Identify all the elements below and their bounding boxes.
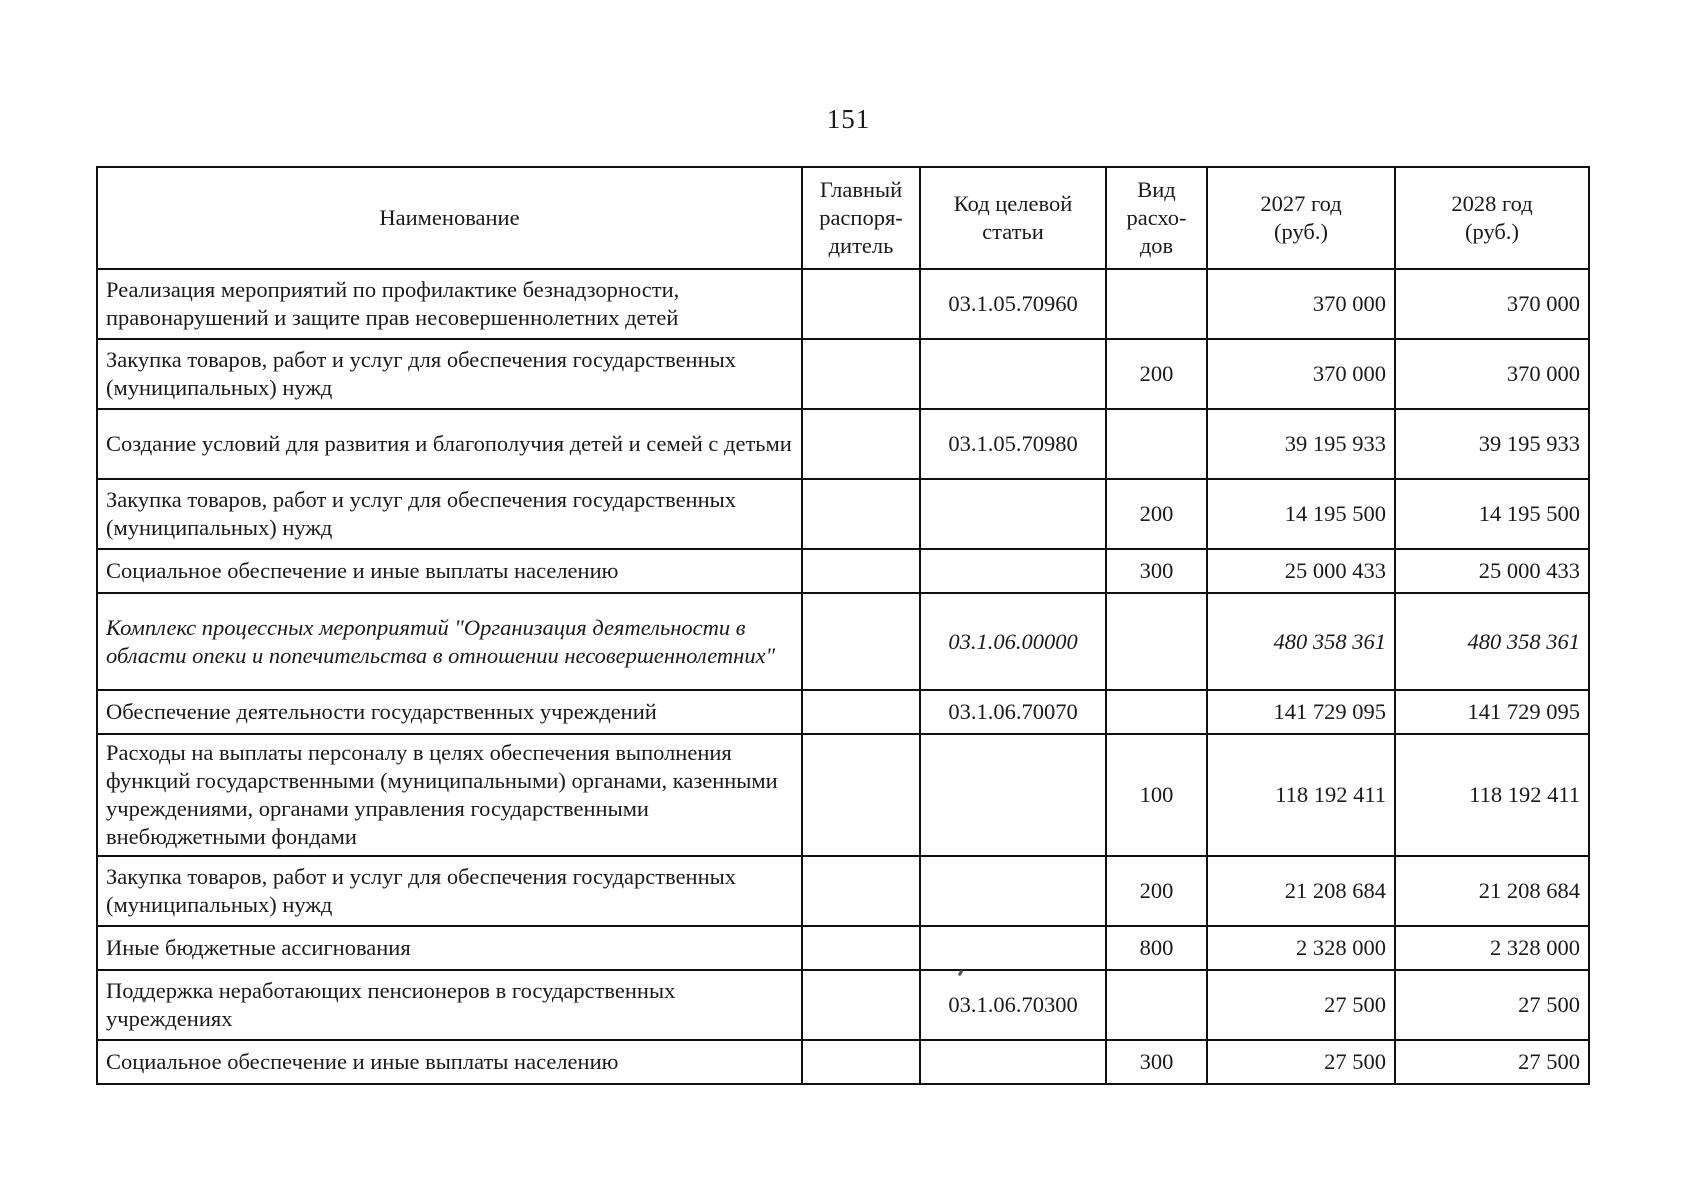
row-target-code-cell: 03.1.06.00000 — [920, 593, 1106, 690]
row-2027-amount-cell: 14 195 500 — [1207, 479, 1395, 549]
table-body — [97, 269, 1589, 1084]
row-2027-amount-cell: 370 000 — [1207, 269, 1395, 339]
table-row — [97, 1040, 1589, 1084]
row-2027-amount-cell: 141 729 095 — [1207, 690, 1395, 734]
row-2028-amount-cell: 370 000 — [1395, 269, 1589, 339]
row-name-cell: Закупка товаров, работ и услуг для обеспечения государственных (муниципальных) нужд — [97, 339, 802, 409]
row-target-code-cell — [920, 339, 1106, 409]
row-expense-type-cell: 200 — [1106, 339, 1207, 409]
row-expense-type-cell — [1106, 593, 1207, 690]
row-2027-amount-cell: 480 358 361 — [1207, 593, 1395, 690]
row-2028-amount-cell: 39 195 933 — [1395, 409, 1589, 479]
row-administrator-cell — [802, 593, 920, 690]
row-expense-type-cell — [1106, 690, 1207, 734]
row-2027-amount-cell: 21 208 684 — [1207, 856, 1395, 926]
row-2027-amount-cell: 25 000 433 — [1207, 549, 1395, 593]
table-row — [97, 479, 1589, 549]
header-year-2028-line-2: (руб.) — [1465, 219, 1519, 244]
row-target-code-cell — [920, 734, 1106, 856]
header-expense-type — [1106, 167, 1207, 269]
row-2028-amount-cell: 27 500 — [1395, 1040, 1589, 1084]
header-target-code-line-1: Код целевой — [953, 191, 1073, 216]
header-year-2028-line-1: 2028 год — [1451, 191, 1533, 216]
row-expense-type-cell — [1106, 970, 1207, 1040]
row-2027-amount-cell: 370 000 — [1207, 339, 1395, 409]
table-row — [97, 409, 1589, 479]
header-administrator-line-3: дитель — [828, 233, 894, 258]
header-expense-type-line-1: Вид — [1137, 177, 1176, 202]
table-row — [97, 339, 1589, 409]
row-name-cell: Реализация мероприятий по профилактике безнадзорности, правонарушений и защите прав несовершеннолетних детей — [97, 269, 802, 339]
row-expense-type-cell: 300 — [1106, 1040, 1207, 1084]
header-name — [97, 167, 802, 269]
row-administrator-cell — [802, 409, 920, 479]
row-2028-amount-cell: 2 328 000 — [1395, 926, 1589, 970]
row-expense-type-cell: 200 — [1106, 856, 1207, 926]
row-administrator-cell — [802, 549, 920, 593]
row-administrator-cell — [802, 269, 920, 339]
row-target-code-cell: 03.1.06.70300 — [920, 970, 1106, 1040]
row-administrator-cell — [802, 690, 920, 734]
header-year-2027-line-2: (руб.) — [1274, 219, 1328, 244]
header-expense-type-line-3: дов — [1139, 233, 1174, 258]
row-expense-type-cell: 100 — [1106, 734, 1207, 856]
row-target-code-cell — [920, 926, 1106, 970]
header-administrator-line-1: Главный — [819, 177, 903, 202]
row-2027-amount-cell: 39 195 933 — [1207, 409, 1395, 479]
header-year-2027 — [1207, 167, 1395, 269]
row-target-code-cell: 03.1.06.70070 — [920, 690, 1106, 734]
header-name-text: Наименование — [379, 205, 520, 230]
row-name-cell: Поддержка неработающих пенсионеров в государственных учреждениях — [97, 970, 802, 1040]
row-name-cell: Социальное обеспечение и иные выплаты населению — [97, 1040, 802, 1084]
row-target-code-cell: 03.1.05.70960 — [920, 269, 1106, 339]
table-header-row — [97, 167, 1589, 269]
table-row — [97, 856, 1589, 926]
row-name-cell: Иные бюджетные ассигнования — [97, 926, 802, 970]
row-2028-amount-cell: 25 000 433 — [1395, 549, 1589, 593]
row-name-cell: Расходы на выплаты персоналу в целях обеспечения выполнения функций государственными (муниципальными) органами, казенными учреждениями, органами управления государственными внебюджетными фондами — [97, 734, 802, 856]
row-expense-type-cell: 200 — [1106, 479, 1207, 549]
header-target-code — [920, 167, 1106, 269]
table-row — [97, 549, 1589, 593]
row-name-cell: Закупка товаров, работ и услуг для обеспечения государственных (муниципальных) нужд — [97, 856, 802, 926]
header-administrator-line-2: распоря- — [819, 205, 903, 230]
row-target-code-cell: 03.1.05.70980 — [920, 409, 1106, 479]
row-2027-amount-cell: 27 500 — [1207, 970, 1395, 1040]
row-2028-amount-cell: 27 500 — [1395, 970, 1589, 1040]
row-administrator-cell — [802, 734, 920, 856]
row-2028-amount-cell: 14 195 500 — [1395, 479, 1589, 549]
table-row — [97, 926, 1589, 970]
header-year-2028 — [1395, 167, 1589, 269]
table-row — [97, 970, 1589, 1040]
row-2028-amount-cell: 118 192 411 — [1395, 734, 1589, 856]
row-2028-amount-cell: 21 208 684 — [1395, 856, 1589, 926]
row-expense-type-cell: 300 — [1106, 549, 1207, 593]
header-expense-type-line-2: расхо- — [1126, 205, 1187, 230]
row-administrator-cell — [802, 856, 920, 926]
row-name-cell: Комплекс процессных мероприятий "Организация деятельности в области опеки и попечительства в отношении несовершеннолетних" — [97, 593, 802, 690]
header-administrator — [802, 167, 920, 269]
row-expense-type-cell — [1106, 269, 1207, 339]
row-name-cell: Обеспечение деятельности государственных учреждений — [97, 690, 802, 734]
row-administrator-cell — [802, 926, 920, 970]
row-2027-amount-cell: 118 192 411 — [1207, 734, 1395, 856]
row-name-cell: Создание условий для развития и благополучия детей и семей с детьми — [97, 409, 802, 479]
budget-table — [96, 166, 1590, 1085]
row-2027-amount-cell: 2 328 000 — [1207, 926, 1395, 970]
table-row — [97, 269, 1589, 339]
row-2028-amount-cell: 370 000 — [1395, 339, 1589, 409]
table-row — [97, 734, 1589, 856]
row-expense-type-cell — [1106, 409, 1207, 479]
row-administrator-cell — [802, 970, 920, 1040]
row-2028-amount-cell: 480 358 361 — [1395, 593, 1589, 690]
row-name-cell: Социальное обеспечение и иные выплаты населению — [97, 549, 802, 593]
table-row — [97, 690, 1589, 734]
row-2027-amount-cell: 27 500 — [1207, 1040, 1395, 1084]
header-target-code-line-2: статьи — [982, 219, 1044, 244]
row-administrator-cell — [802, 339, 920, 409]
row-target-code-cell — [920, 479, 1106, 549]
row-2028-amount-cell: 141 729 095 — [1395, 690, 1589, 734]
row-name-cell: Закупка товаров, работ и услуг для обеспечения государственных (муниципальных) нужд — [97, 479, 802, 549]
row-target-code-cell — [920, 856, 1106, 926]
header-year-2027-line-1: 2027 год — [1260, 191, 1342, 216]
table-row — [97, 593, 1589, 690]
row-target-code-cell — [920, 549, 1106, 593]
page-number: 151 — [826, 104, 871, 134]
row-expense-type-cell: 800 — [1106, 926, 1207, 970]
row-administrator-cell — [802, 1040, 920, 1084]
row-administrator-cell — [802, 479, 920, 549]
row-target-code-cell — [920, 1040, 1106, 1084]
